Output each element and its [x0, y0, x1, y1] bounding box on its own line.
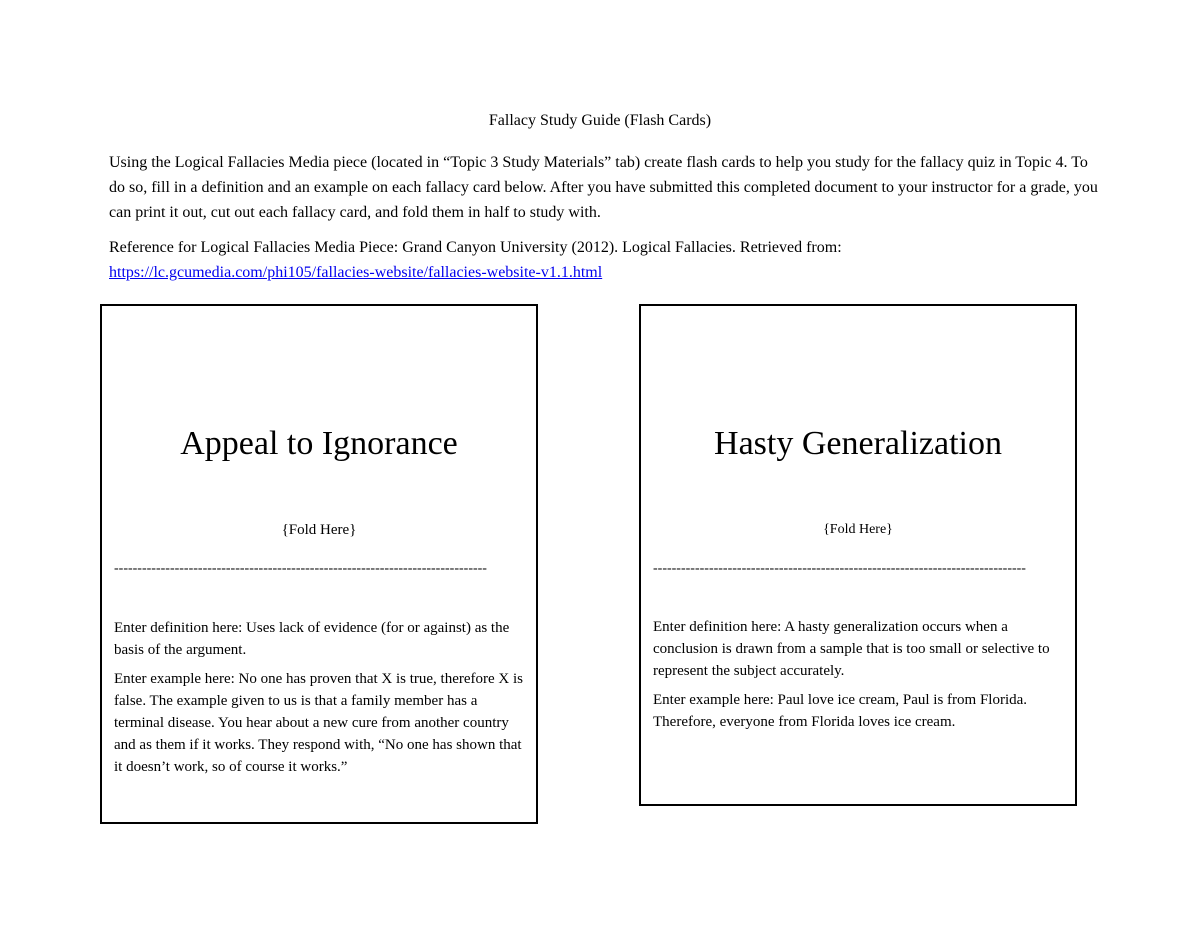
fold-divider: --------------------------------------------------------------------------------	[653, 561, 1026, 576]
reference-block	[109, 235, 1099, 285]
page-title: Fallacy Study Guide (Flash Cards)	[488, 112, 712, 129]
card-definition: Enter definition here: A hasty generalization occurs when a conclusion is drawn from a sample that is too small or selective to represent the subject accurately.	[653, 619, 1050, 679]
fold-divider: --------------------------------------------------------------------------------	[114, 561, 487, 576]
card-body	[653, 616, 1068, 740]
flash-card-hasty-generalization	[639, 304, 1077, 806]
card-example: Enter example here: No one has proven that X is true, therefore X is false. The example given to us is that a family member has a terminal disease. You hear about a new cure from another country and as them if it works. They respond with, “No one has shown that it doesn’t work, so of course it works.”	[114, 671, 524, 775]
fold-label: {Fold Here}	[823, 522, 893, 537]
flash-card-appeal-to-ignorance	[100, 304, 538, 824]
card-definition: Enter definition here: Uses lack of evidence (for or against) as the basis of the argument.	[114, 620, 510, 658]
card-body	[114, 617, 529, 785]
card-title: Hasty Generalization	[714, 425, 1002, 462]
reference-link[interactable]: https://lc.gcumedia.com/phi105/fallacies-website/fallacies-website-v1.1.html	[109, 264, 603, 281]
card-example: Enter example here: Paul love ice cream, Paul is from Florida. Therefore, everyone from Florida loves ice cream.	[653, 692, 1028, 730]
card-title: Appeal to Ignorance	[180, 425, 458, 462]
reference-text: Reference for Logical Fallacies Media Piece: Grand Canyon University (2012). Logical Fallacies. Retrieved from:	[109, 239, 842, 256]
instructions-paragraph: Using the Logical Fallacies Media piece (located in “Topic 3 Study Materials” tab) create flash cards to help you study for the fallacy quiz in Topic 4. To do so, fill in a definition and an example on each fallacy card below. After you have submitted this completed document to your instructor for a grade, you can print it out, cut out each fallacy card, and fold them in half to study with.	[109, 154, 1098, 221]
fold-label: {Fold Here}	[281, 522, 357, 538]
